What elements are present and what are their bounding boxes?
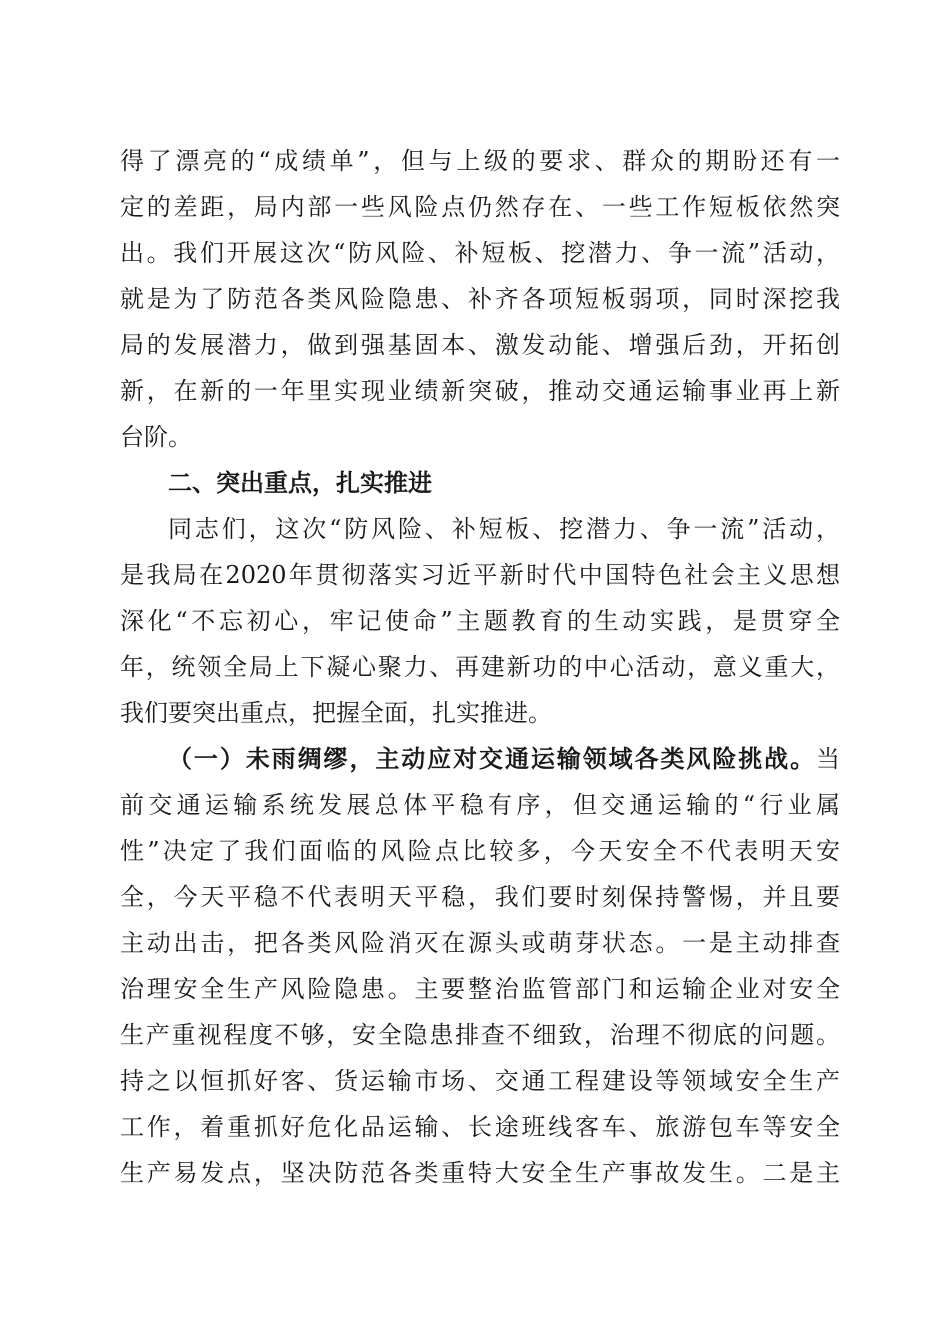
body-text-line: 新，在新的一年里实现业绩新突破，推动交通运输事业再上新 (120, 377, 840, 405)
body-text-line: 生产重视程度不够，安全隐患排查不细致，治理不彻底的问题。 (120, 1021, 840, 1049)
body-text-line: 台阶。 (120, 423, 192, 451)
body-text-line: 治理安全生产风险隐患。主要整治监管部门和运输企业对安全 (120, 975, 840, 1003)
body-text-line: 年，统领全局上下凝心聚力、再建新功的中心活动，意义重大， (120, 653, 840, 681)
body-text-line: 就是为了防范各类风险隐患、补齐各项短板弱项，同时深挖我 (120, 285, 840, 313)
body-text-line: 我们要突出重点，把握全面，扎实推进。 (120, 699, 552, 727)
body-text-line: 前交通运输系统发展总体平稳有序，但交通运输的“行业属 (120, 791, 840, 819)
body-text-line: 深化“不忘初心，牢记使命”主题教育的生动实践，是贯穿全 (120, 607, 840, 635)
body-text-line: 生产易发点，坚决防范各类重特大安全生产事故发生。二是主 (120, 1159, 840, 1187)
body-text-line: 同志们，这次“防风险、补短板、挖潜力、争一流”活动， (168, 515, 840, 543)
body-text-line: 得了漂亮的“成绩单”，但与上级的要求、群众的期盼还有一 (120, 147, 840, 175)
body-text-line: 定的差距，局内部一些风险点仍然存在、一些工作短板依然突 (120, 193, 840, 221)
body-text-line: 性”决定了我们面临的风险点比较多，今天安全不代表明天安 (120, 837, 840, 865)
body-text-line: 全，今天平稳不代表明天平稳，我们要时刻保持警惕，并且要 (120, 883, 840, 911)
body-text-line: 工作，着重抓好危化品运输、长途班线客车、旅游包车等安全 (120, 1113, 840, 1141)
body-text-line: 是我局在2020年贯彻落实习近平新时代中国特色社会主义思想 (120, 561, 840, 589)
body-text-line: 持之以恒抓好客、货运输市场、交通工程建设等领域安全生产 (120, 1067, 840, 1095)
body-text-fragment: 当 (816, 745, 840, 773)
body-text-line: 局的发展潜力，做到强基固本、激发动能、增强后劲，开拓创 (120, 331, 840, 359)
body-text-line: 主动出击，把各类风险消灭在源头或萌芽状态。一是主动排查 (120, 929, 840, 957)
subsection-heading: （一）未雨绸缪，主动应对交通运输领域各类风险挑战。 (168, 745, 816, 773)
body-text-line: 出。我们开展这次“防风险、补短板、挖潜力、争一流”活动， (120, 239, 840, 267)
subsection-line (168, 739, 840, 779)
section-heading: 二、突出重点，扎实推进 (168, 469, 432, 497)
